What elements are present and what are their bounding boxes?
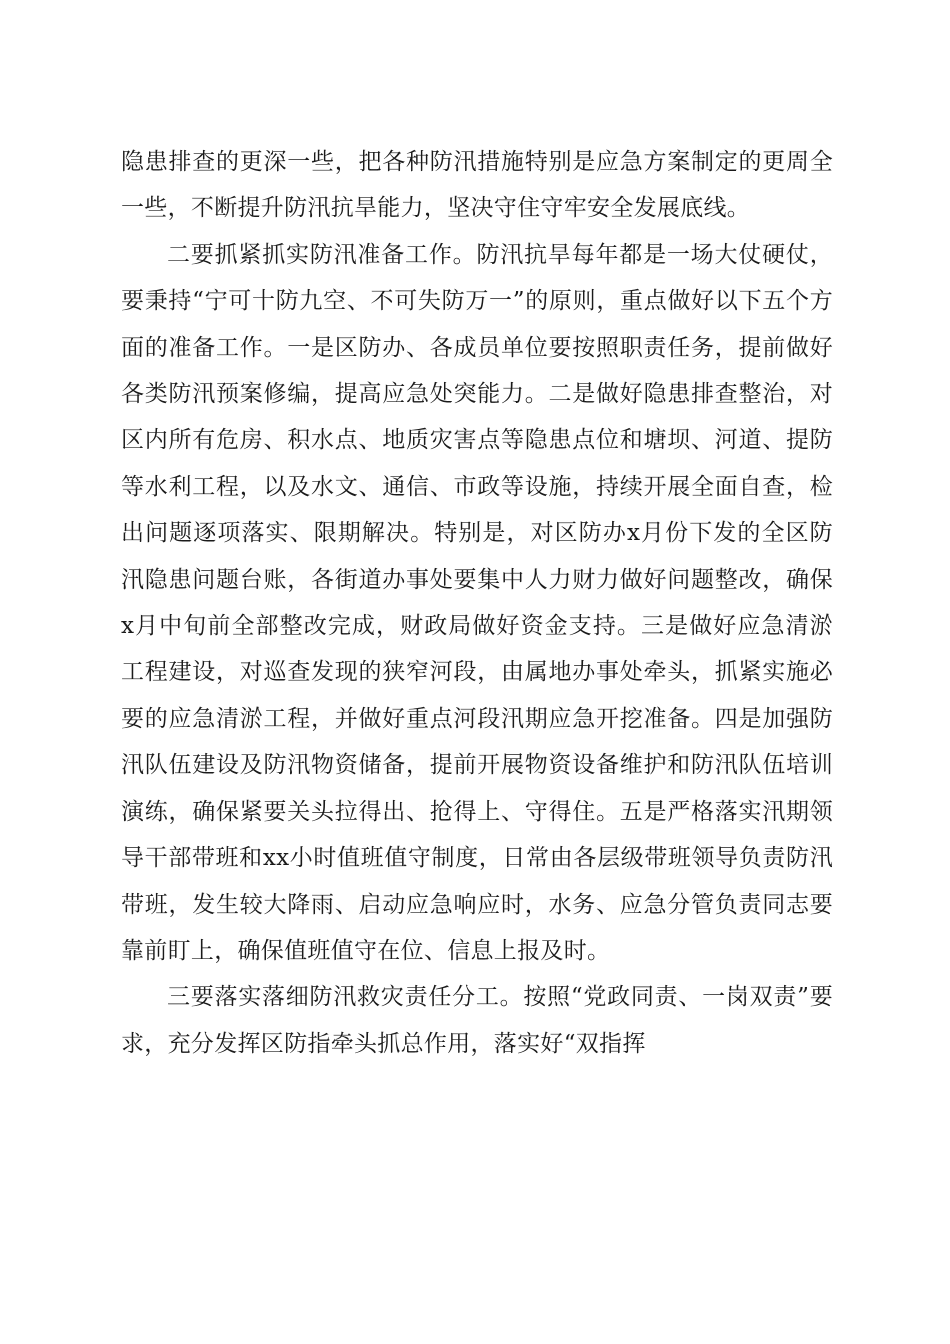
document-body <box>121 139 833 1067</box>
paragraph-flood-preparation: 二要抓紧抓实防汛准备工作。防汛抗旱每年都是一场大仗硬仗，要秉持“宁可十防九空、不可失防万一”的原则，重点做好以下五个方面的准备工作。一是区防办、各成员单位要按照职责任务，提前做好各类防汛预案修编，提高应急处突能力。二是做好隐患排查整治，对区内所有危房、积水点、地质灾害点等隐患点位和塘坝、河道、提防等水利工程，以及水文、通信、市政等设施，持续开展全面自查，检出问题逐项落实、限期解决。特别是，对区防办x月份下发的全区防汛隐患问题台账，各街道办事处要集中人力财力做好问题整改，确保x月中旬前全部整改完成，财政局做好资金支持。三是做好应急清淤工程建设，对巡查发现的狭窄河段，由属地办事处牵头，抓紧实施必要的应急清淤工程，并做好重点河段汛期应急开挖准备。四是加强防汛队伍建设及防汛物资储备，提前开展物资设备维护和防汛队伍培训演练，确保紧要关头拉得出、抢得上、守得住。五是严格落实汛期领导干部带班和xx小时值班值守制度，日常由各层级带班领导负责防汛带班，发生较大降雨、启动应急响应时，水务、应急分管负责同志要靠前盯上，确保值班值守在位、信息上报及时。 <box>121 241 833 964</box>
paragraph-continued: 隐患排查的更深一些，把各种防汛措施特别是应急方案制定的更周全一些，不断提升防汛抗旱能力，坚决守住守牢安全发展底线。 <box>121 149 833 222</box>
paragraph-responsibility-division: 三要落实落细防汛救灾责任分工。按照“党政同责、一岗双责”要求，充分发挥区防指牵头抓总作用，落实好“双指挥 <box>121 984 833 1057</box>
